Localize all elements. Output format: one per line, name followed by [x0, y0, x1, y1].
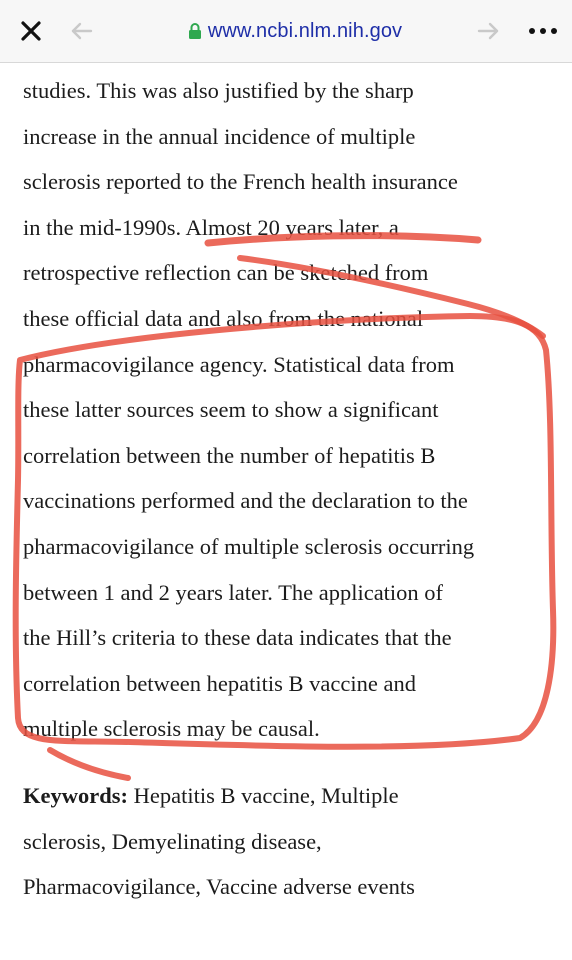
more-options-button[interactable]	[522, 16, 564, 46]
keywords-text: Hepatitis B vaccine, Multiple	[128, 783, 399, 808]
abstract-line: increase in the annual incidence of multiple	[23, 123, 416, 149]
keywords-section	[23, 773, 563, 910]
abstract-line: vaccinations performed and the declaration to the	[23, 488, 468, 514]
keywords-line: sclerosis, Demyelinating disease,	[23, 828, 322, 854]
abstract-text	[23, 68, 563, 752]
abstract-line: correlation between the number of hepatitis B	[23, 442, 436, 468]
forward-arrow-icon	[476, 21, 500, 41]
abstract-line: these latter sources seem to show a significant	[23, 397, 439, 423]
keywords-line: Pharmacovigilance, Vaccine adverse events	[23, 874, 415, 900]
keywords-line	[23, 773, 563, 819]
url-text: www.ncbi.nlm.nih.gov	[207, 19, 403, 42]
abstract-line: correlation between hepatitis B vaccine and	[23, 670, 416, 696]
abstract-line: these official data and also from the national	[23, 305, 424, 331]
close-icon	[20, 20, 42, 42]
abstract-line: retrospective reflection can be sketched from	[23, 260, 429, 286]
more-dots-icon	[528, 27, 558, 35]
browser-toolbar	[0, 0, 572, 63]
abstract-line: pharmacovigilance of multiple sclerosis occurring	[23, 533, 475, 559]
address-bar[interactable]	[150, 16, 440, 46]
abstract-line: between 1 and 2 years later. The application of	[23, 579, 444, 605]
lock-icon	[188, 22, 202, 40]
keywords-label: Keywords:	[23, 783, 128, 808]
abstract-line: multiple sclerosis may be causal.	[23, 716, 320, 742]
abstract-line: sclerosis reported to the French health insurance	[23, 169, 458, 195]
abstract-line: the Hill’s criteria to these data indicates that the	[23, 625, 452, 651]
close-button[interactable]	[14, 14, 48, 48]
back-arrow-icon	[70, 21, 94, 41]
abstract-line: pharmacovigilance agency. Statistical data from	[23, 351, 455, 377]
back-button[interactable]	[66, 16, 98, 46]
forward-button[interactable]	[472, 16, 504, 46]
abstract-line: studies. This was also justified by the sharp	[23, 78, 414, 103]
abstract-line: in the mid-1990s. Almost 20 years later, a	[23, 214, 399, 240]
